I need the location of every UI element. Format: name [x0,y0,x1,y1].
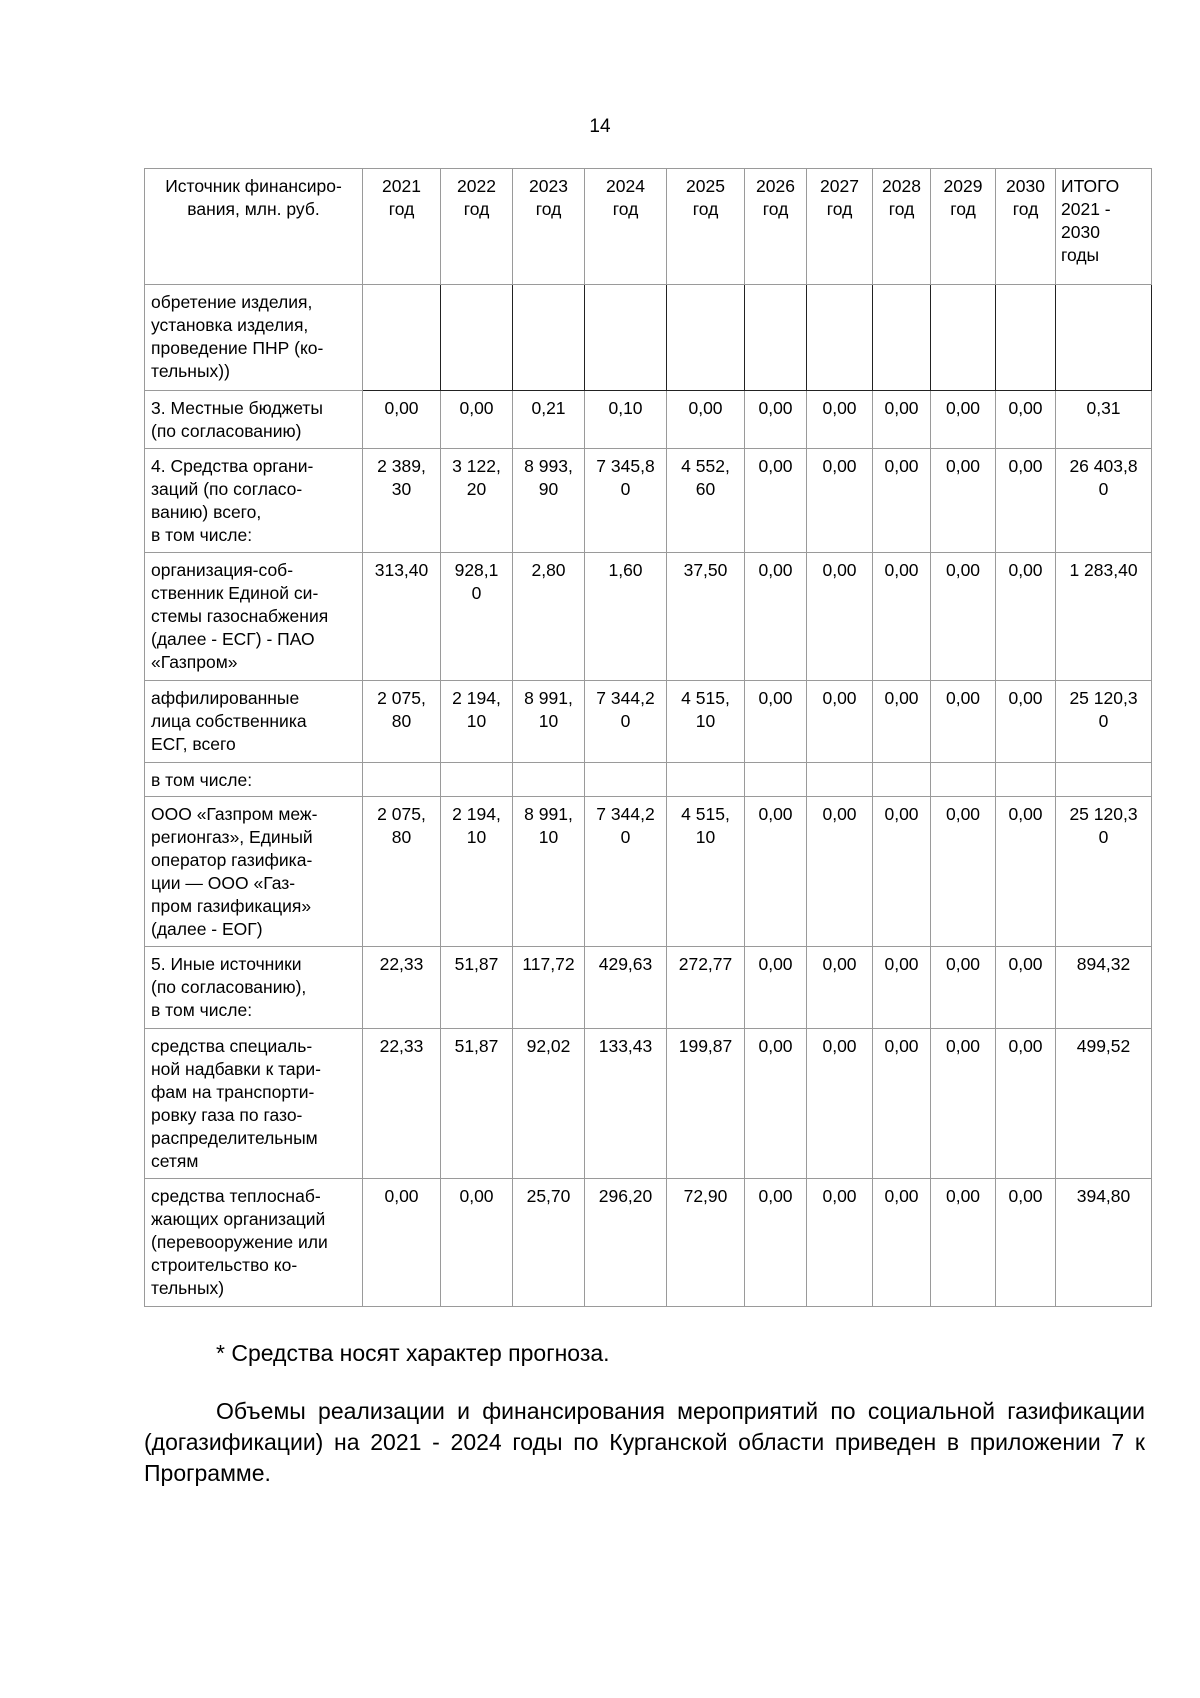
cell-2024: 7 344,2 0 [585,797,667,947]
row-label: ООО «Газпром меж- регионгаз», Единый оператор газифика- ции — ООО «Газ- пром газификация» (далее - ЕОГ) [145,797,363,947]
cell-2021: 2 389, 30 [363,449,441,553]
cell-2027: 0,00 [807,449,873,553]
table-row [145,947,1152,1029]
cell-2022: 0,00 [441,391,513,449]
cell-2028: 0,00 [873,681,931,763]
cell-2024: 7 345,8 0 [585,449,667,553]
cell-2027: 0,00 [807,797,873,947]
cell-2022: 2 194, 10 [441,797,513,947]
cell-2022: 51,87 [441,1029,513,1179]
cell-2025 [667,285,745,391]
table-row [145,449,1152,553]
cell-2023 [513,285,585,391]
row-label: средства теплоснаб- жающих организаций (перевооружение или строительство ко- тельных) [145,1179,363,1307]
cell-2023: 25,70 [513,1179,585,1307]
cell-2023 [513,763,585,797]
row-label: 5. Иные источники (по согласованию), в том числе: [145,947,363,1029]
cell-2029: 0,00 [931,449,996,553]
cell-total: 1 283,40 [1056,553,1152,681]
cell-2029: 0,00 [931,947,996,1029]
table-row [145,391,1152,449]
cell-2030: 0,00 [996,947,1056,1029]
cell-2023: 8 993, 90 [513,449,585,553]
header-year: 2028 год [873,169,931,285]
cell-2030: 0,00 [996,449,1056,553]
cell-2025 [667,763,745,797]
cell-2025: 4 552, 60 [667,449,745,553]
cell-total: 499,52 [1056,1029,1152,1179]
cell-2021: 22,33 [363,947,441,1029]
header-year: 2030 год [996,169,1056,285]
header-year: 2024 год [585,169,667,285]
cell-2027: 0,00 [807,1179,873,1307]
cell-2030: 0,00 [996,1179,1056,1307]
cell-2021: 0,00 [363,391,441,449]
cell-2028 [873,285,931,391]
page-number: 14 [589,116,611,137]
cell-total: 25 120,3 0 [1056,797,1152,947]
cell-2025: 72,90 [667,1179,745,1307]
cell-2025: 272,77 [667,947,745,1029]
cell-2024: 0,10 [585,391,667,449]
cell-2024 [585,763,667,797]
cell-2030: 0,00 [996,1029,1056,1179]
cell-2022: 928,1 0 [441,553,513,681]
cell-total: 394,80 [1056,1179,1152,1307]
cell-2025: 0,00 [667,391,745,449]
table-row [145,1029,1152,1179]
cell-2029: 0,00 [931,797,996,947]
cell-total [1056,763,1152,797]
row-label: в том числе: [145,763,363,797]
table-row [145,553,1152,681]
cell-2021: 2 075, 80 [363,681,441,763]
footnote: * Средства носят характер прогноза. [216,1340,610,1366]
header-year: 2022 год [441,169,513,285]
row-label: 3. Местные бюджеты (по согласованию) [145,391,363,449]
cell-2023: 92,02 [513,1029,585,1179]
cell-2028: 0,00 [873,797,931,947]
table-header-row [145,169,1152,285]
cell-2022: 51,87 [441,947,513,1029]
cell-2028: 0,00 [873,391,931,449]
table-row [145,1179,1152,1307]
cell-2030: 0,00 [996,391,1056,449]
cell-2024: 1,60 [585,553,667,681]
cell-2026 [745,763,807,797]
cell-2030 [996,285,1056,391]
cell-2023: 2,80 [513,553,585,681]
table-row [145,763,1152,797]
header-year: 2023 год [513,169,585,285]
cell-2028: 0,00 [873,553,931,681]
cell-2029 [931,285,996,391]
body-paragraph: Объемы реализации и финансирования мероприятий по социальной газификации (догазификации) на 2021 - 2024 годы по Курганской области приведен в приложении 7 к Программе. [144,1398,1145,1486]
table-row [145,681,1152,763]
cell-2030: 0,00 [996,681,1056,763]
row-label: организация-соб- ственник Единой си- стемы газоснабжения (далее - ЕСГ) - ПАО «Газпром» [145,553,363,681]
cell-2021: 0,00 [363,1179,441,1307]
header-year: 2027 год [807,169,873,285]
cell-2026: 0,00 [745,391,807,449]
row-label: 4. Средства органи- заций (по согласо- ванию) всего, в том числе: [145,449,363,553]
cell-2024 [585,285,667,391]
cell-2026: 0,00 [745,1029,807,1179]
cell-total: 894,32 [1056,947,1152,1029]
cell-2029: 0,00 [931,553,996,681]
header-year: 2021 год [363,169,441,285]
cell-2026: 0,00 [745,681,807,763]
cell-2021: 2 075, 80 [363,797,441,947]
cell-2023: 117,72 [513,947,585,1029]
cell-2030: 0,00 [996,797,1056,947]
header-year: 2025 год [667,169,745,285]
cell-2029: 0,00 [931,1179,996,1307]
cell-2030 [996,763,1056,797]
cell-2029: 0,00 [931,1029,996,1179]
cell-2027 [807,285,873,391]
cell-2029: 0,00 [931,391,996,449]
cell-2021 [363,285,441,391]
cell-2028: 0,00 [873,449,931,553]
cell-2026: 0,00 [745,947,807,1029]
cell-total: 25 120,3 0 [1056,681,1152,763]
row-label: средства специаль- ной надбавки к тари- фам на транспорти- ровку газа по газо- распределительным сетям [145,1029,363,1179]
cell-2024: 133,43 [585,1029,667,1179]
row-label: аффилированные лица собственника ЕСГ, всего [145,681,363,763]
cell-2026: 0,00 [745,449,807,553]
row-label: обретение изделия, установка изделия, проведение ПНР (ко- тельных)) [145,285,363,391]
cell-2027: 0,00 [807,681,873,763]
header-year: 2029 год [931,169,996,285]
cell-2022 [441,763,513,797]
table-row [145,797,1152,947]
cell-2029 [931,763,996,797]
header-total: ИТОГО 2021 - 2030 годы [1056,169,1152,285]
cell-2026: 0,00 [745,553,807,681]
cell-2027: 0,00 [807,1029,873,1179]
cell-2028 [873,763,931,797]
cell-2021: 313,40 [363,553,441,681]
cell-2021 [363,763,441,797]
cell-2024: 7 344,2 0 [585,681,667,763]
cell-2023: 8 991, 10 [513,797,585,947]
cell-2024: 296,20 [585,1179,667,1307]
cell-2026: 0,00 [745,797,807,947]
cell-2030: 0,00 [996,553,1056,681]
cell-2022: 3 122, 20 [441,449,513,553]
cell-2027 [807,763,873,797]
cell-total: 0,31 [1056,391,1152,449]
cell-2024: 429,63 [585,947,667,1029]
table-row [145,285,1152,391]
cell-2022: 2 194, 10 [441,681,513,763]
header-year: 2026 год [745,169,807,285]
cell-2027: 0,00 [807,553,873,681]
cell-2028: 0,00 [873,1029,931,1179]
cell-2027: 0,00 [807,391,873,449]
cell-total [1056,285,1152,391]
cell-2022 [441,285,513,391]
cell-2028: 0,00 [873,1179,931,1307]
cell-2027: 0,00 [807,947,873,1029]
cell-2026 [745,285,807,391]
cell-2022: 0,00 [441,1179,513,1307]
cell-2025: 37,50 [667,553,745,681]
cell-2023: 8 991, 10 [513,681,585,763]
cell-2025: 199,87 [667,1029,745,1179]
cell-2021: 22,33 [363,1029,441,1179]
financing-table [144,168,1152,1307]
cell-2025: 4 515, 10 [667,797,745,947]
cell-2025: 4 515, 10 [667,681,745,763]
cell-2029: 0,00 [931,681,996,763]
header-source: Источник финансиро- вания, млн. руб. [145,169,363,285]
cell-2023: 0,21 [513,391,585,449]
cell-total: 26 403,8 0 [1056,449,1152,553]
cell-2028: 0,00 [873,947,931,1029]
cell-2026: 0,00 [745,1179,807,1307]
